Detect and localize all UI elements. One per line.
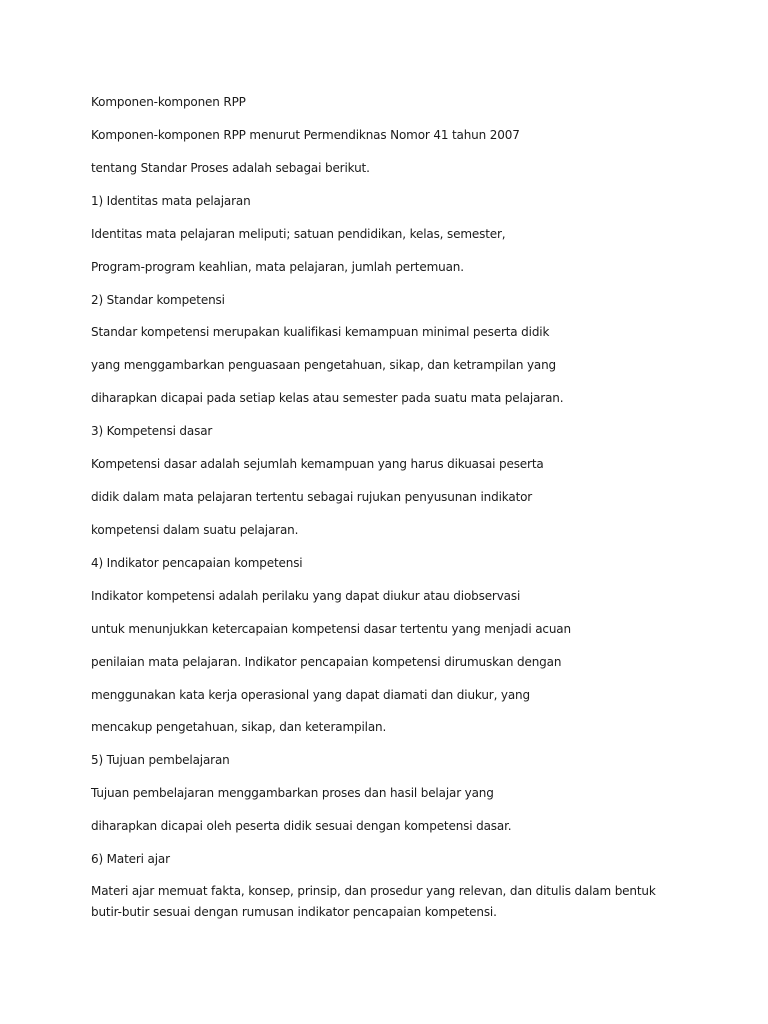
section-heading: 6) Materi ajar [91, 852, 170, 866]
text-line: Kompetensi dasar adalah sejumlah kemampuan yang harus dikuasai peserta [91, 457, 544, 471]
text-line: Komponen-komponen RPP menurut Permendiknas Nomor 41 tahun 2007 [91, 128, 520, 142]
text-line: didik dalam mata pelajaran tertentu sebagai rujukan penyusunan indikator [91, 490, 533, 504]
section-heading: 3) Kompetensi dasar [91, 424, 213, 438]
text-line: mencakup pengetahuan, sikap, dan keterampilan. [91, 720, 387, 734]
text-line: Program-program keahlian, mata pelajaran, jumlah pertemuan. [91, 260, 464, 274]
text-line: diharapkan dicapai pada setiap kelas atau semester pada suatu mata pelajaran. [91, 391, 564, 405]
text-line: Indikator kompetensi adalah perilaku yang dapat diukur atau diobservasi [91, 589, 521, 603]
section-heading: 2) Standar kompetensi [91, 293, 225, 307]
text-line: untuk menunjukkan ketercapaian kompetensi dasar tertentu yang menjadi acuan [91, 622, 571, 636]
text-line: Tujuan pembelajaran menggambarkan proses dan hasil belajar yang [91, 786, 494, 800]
section-heading: 1) Identitas mata pelajaran [91, 194, 251, 208]
section-heading: 5) Tujuan pembelajaran [91, 753, 230, 767]
final-paragraph: Materi ajar memuat fakta, konsep, prinsip, dan prosedur yang relevan, dan ditulis dalam bentuk butir-butir sesuai dengan rumusan indikator pencapaian kompetensi. [91, 884, 656, 919]
text-line: tentang Standar Proses adalah sebagai berikut. [91, 161, 370, 175]
document-title: Komponen-komponen RPP [91, 95, 246, 109]
text-line: yang menggambarkan penguasaan pengetahuan, sikap, dan ketrampilan yang [91, 358, 557, 372]
text-line: Identitas mata pelajaran meliputi; satuan pendidikan, kelas, semester, [91, 227, 506, 241]
text-line: penilaian mata pelajaran. Indikator pencapaian kompetensi dirumuskan dengan [91, 655, 562, 669]
section-heading: 4) Indikator pencapaian kompetensi [91, 556, 303, 570]
text-line: menggunakan kata kerja operasional yang dapat diamati dan diukur, yang [91, 688, 530, 702]
text-line: diharapkan dicapai oleh peserta didik sesuai dengan kompetensi dasar. [91, 819, 512, 833]
text-line: Standar kompetensi merupakan kualifikasi kemampuan minimal peserta didik [91, 325, 550, 339]
text-line: kompetensi dalam suatu pelajaran. [91, 523, 299, 537]
